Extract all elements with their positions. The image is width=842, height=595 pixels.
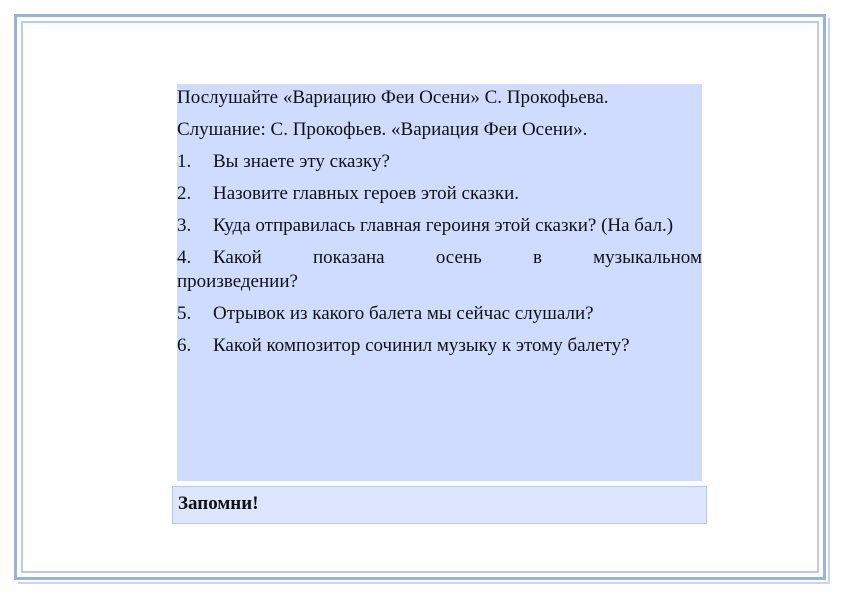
question-4-word: осень bbox=[435, 247, 482, 268]
question-4-word: показана bbox=[313, 247, 385, 268]
question-4-word: музыкальном bbox=[593, 247, 702, 268]
intro-line-1: Послушайте «Вариацию Феи Осени» С. Прокофьева. bbox=[177, 87, 609, 108]
remember-box bbox=[172, 486, 707, 524]
question-number: 2. bbox=[177, 183, 192, 204]
question-text: Отрывок из какого балета мы сейчас слушали? bbox=[213, 303, 594, 324]
questions-box bbox=[177, 84, 702, 481]
question-text: Какой композитор сочинил музыку к этому балету? bbox=[213, 335, 630, 356]
question-number: 1. bbox=[177, 151, 192, 172]
remember-label: Запомни! bbox=[178, 493, 259, 514]
question-5 bbox=[177, 302, 702, 326]
question-4-word: 4. Какой bbox=[177, 247, 262, 268]
question-4-rest: произведении? bbox=[177, 271, 298, 292]
question-number: 6. bbox=[177, 335, 192, 356]
question-text: Назовите главных героев этой сказки. bbox=[213, 183, 520, 204]
question-number: 3. bbox=[177, 215, 192, 236]
question-4 bbox=[177, 246, 702, 294]
question-text: Вы знаете эту сказку? bbox=[213, 151, 390, 172]
question-4-first-line bbox=[177, 246, 702, 270]
question-2 bbox=[177, 182, 702, 206]
question-3 bbox=[177, 214, 702, 238]
question-number: 4. bbox=[177, 247, 192, 268]
question-1 bbox=[177, 150, 702, 174]
question-number: 5. bbox=[177, 303, 192, 324]
question-4-word: в bbox=[532, 247, 542, 268]
question-6 bbox=[177, 334, 702, 358]
question-text: Куда отправилась главная героиня этой сказки? (На бал.) bbox=[213, 215, 674, 236]
intro-line-2: Слушание: С. Прокофьев. «Вариация Феи Осени». bbox=[177, 119, 588, 140]
